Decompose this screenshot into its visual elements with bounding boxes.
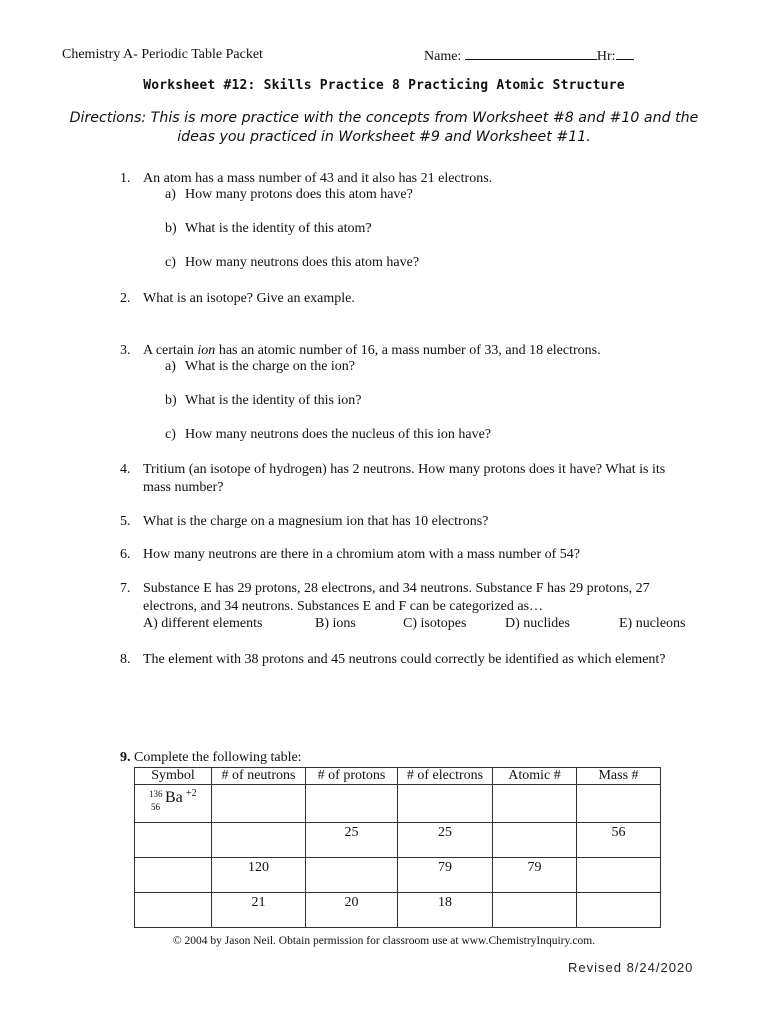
question-number: 3. [120, 343, 131, 358]
question-number: 5. [120, 514, 131, 529]
question-1b: b) What is the identity of this atom? [165, 221, 372, 236]
option-a: A) different elements [143, 616, 263, 631]
directions: Directions: This is more practice with the concepts from Worksheet #8 and #10 and the ideas you practiced in Worksheet #9 and Worksheet #11. [69, 110, 699, 145]
worksheet-title: Worksheet #12: Skills Practice 8 Practicing Atomic Structure [143, 78, 625, 93]
hr-label: Hr: [596, 49, 616, 64]
table-cell[interactable] [306, 858, 398, 893]
header-electrons: # of electrons [398, 768, 493, 785]
question-text: An atom has a mass number of 43 and it also has 21 electrons. [143, 171, 493, 186]
question-3c: c) How many neutrons does the nucleus of this ion have? [165, 427, 491, 442]
table-cell[interactable] [493, 785, 577, 823]
option-b: B) ions [315, 616, 356, 631]
table-cell: 18 [398, 893, 493, 928]
table-cell[interactable] [212, 823, 306, 858]
table-cell[interactable] [135, 823, 212, 858]
question-3a: a) What is the charge on the ion? [165, 359, 356, 374]
question-text: What is an isotope? Give an example. [143, 291, 355, 306]
table-cell[interactable] [577, 858, 661, 893]
question-9 [120, 750, 302, 766]
option-e: E) nucleons [619, 616, 686, 631]
isotope-charge: +2 [186, 788, 197, 799]
header-mass-number: Mass # [577, 768, 661, 785]
question-text: How many neutrons are there in a chromium atom with a mass number of 54? [143, 547, 580, 562]
table-row [135, 858, 661, 893]
table-cell: 56 [577, 823, 661, 858]
option-d: D) nuclides [505, 616, 570, 631]
question-3b: b) What is the identity of this ion? [165, 393, 362, 408]
table-cell: 79 [398, 858, 493, 893]
table-header-row [135, 768, 661, 785]
table-row [135, 893, 661, 928]
question-text: Complete the following table: [134, 750, 302, 765]
table-cell[interactable] [577, 893, 661, 928]
isotope-atomic: 56 [151, 802, 160, 812]
hr-field[interactable] [616, 47, 634, 60]
table-cell[interactable] [135, 893, 212, 928]
revised-date: Revised 8/24/2020 [568, 960, 694, 975]
table-cell[interactable] [398, 785, 493, 823]
option-c: C) isotopes [403, 616, 467, 631]
header-neutrons: # of neutrons [212, 768, 306, 785]
table-cell: 79 [493, 858, 577, 893]
table-cell[interactable] [306, 785, 398, 823]
header-symbol: Symbol [135, 768, 212, 785]
question-text: What is the charge on a magnesium ion that has 10 electrons? [143, 514, 489, 529]
question-number: 1. [120, 171, 131, 186]
table-row [135, 823, 661, 858]
copyright-notice: © 2004 by Jason Neil. Obtain permission for classroom use at www.ChemistryInquiry.com. [172, 935, 596, 947]
table-cell[interactable] [493, 823, 577, 858]
isotope-element: Ba [165, 789, 183, 806]
question-number: 2. [120, 291, 131, 306]
isotope-symbol [135, 785, 212, 823]
question-number: 8. [120, 652, 131, 667]
name-label: Name: [424, 49, 462, 64]
question-number: 7. [120, 581, 131, 596]
table-cell[interactable] [135, 858, 212, 893]
question-number: 4. [120, 462, 131, 477]
question-text: Tritium (an isotope of hydrogen) has 2 neutrons. How many protons does it have? What is its mass number? [143, 462, 666, 495]
isotope-mass: 136 [149, 789, 163, 799]
question-text: Substance E has 29 protons, 28 electrons, and 34 neutrons. Substance F has 29 protons, 27 electrons, and 34 neutrons. Substances E and F can be categorized as… [143, 581, 650, 614]
table-cell[interactable] [577, 785, 661, 823]
table-cell: 120 [212, 858, 306, 893]
question-text: The element with 38 protons and 45 neutrons could correctly be identified as which element? [143, 652, 666, 667]
table-row [135, 785, 661, 823]
question-text: A certain ion has an atomic number of 16, a mass number of 33, and 18 electrons. [143, 343, 601, 358]
table-cell: 25 [306, 823, 398, 858]
question-1c: c) How many neutrons does this atom have? [165, 255, 420, 270]
table-cell: 21 [212, 893, 306, 928]
question-number: 9. [120, 750, 131, 765]
question-number: 6. [120, 547, 131, 562]
atomic-structure-table [134, 767, 661, 928]
header-protons: # of protons [306, 768, 398, 785]
question-1a: a) How many protons does this atom have? [165, 187, 413, 202]
name-field[interactable] [465, 47, 597, 60]
table-cell[interactable] [212, 785, 306, 823]
course-title: Chemistry A- Periodic Table Packet [62, 47, 263, 62]
table-cell: 20 [306, 893, 398, 928]
name-hr-line [424, 47, 634, 65]
table-cell[interactable] [493, 893, 577, 928]
table-cell: 25 [398, 823, 493, 858]
header-atomic-number: Atomic # [493, 768, 577, 785]
